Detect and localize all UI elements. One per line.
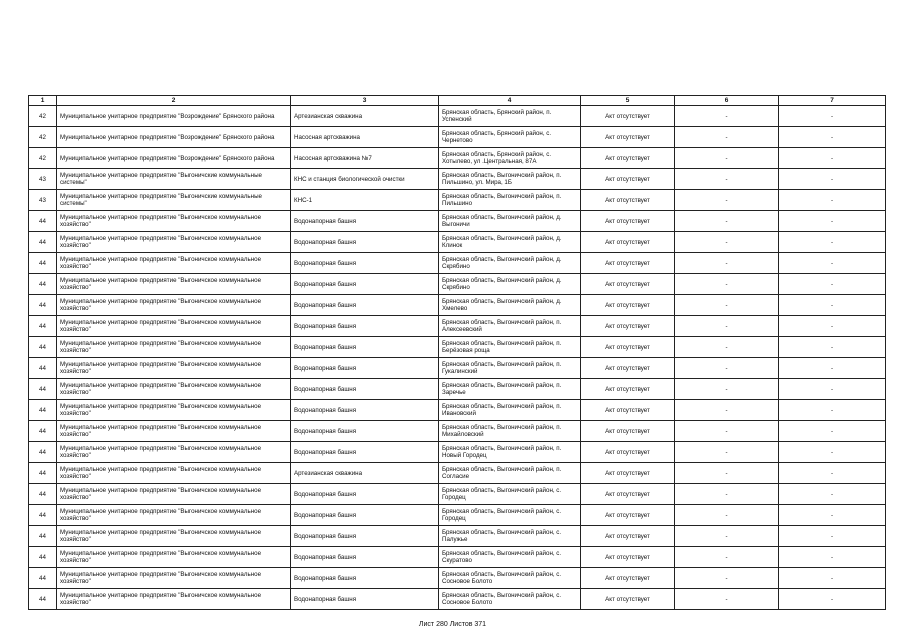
header-col-2: 2 [57,96,291,106]
address-cell: Брянская область, Выгоничский район, с. Городец [439,484,581,505]
address-cell: Брянская область, Выгоничский район, п. Алексеевский [439,316,581,337]
table-row [29,127,886,148]
organization-cell: Муниципальное унитарное предприятие "Выгоничское коммунальное хозяйство" [57,274,291,295]
organization-cell: Муниципальное унитарное предприятие "Выгоничские коммунальные системы" [57,190,291,211]
column-7-cell: - [779,316,886,337]
organization-cell: Муниципальное унитарное предприятие "Выгоничское коммунальное хозяйство" [57,442,291,463]
organization-cell: Муниципальное унитарное предприятие "Выгоничское коммунальное хозяйство" [57,589,291,610]
column-7-cell: - [779,358,886,379]
table-row [29,400,886,421]
table-row [29,190,886,211]
object-type-cell: Насосная артскважина [291,127,439,148]
row-number-cell: 44 [29,379,57,400]
table-row [29,316,886,337]
row-number-cell: 44 [29,232,57,253]
page-footer: Лист 280 Листов 371 [418,621,487,628]
address-cell: Брянская область, Выгоничский район, д. Скрябино [439,253,581,274]
object-type-cell: Водонапорная башня [291,295,439,316]
row-number-cell: 44 [29,316,57,337]
row-number-cell: 44 [29,337,57,358]
column-6-cell: - [675,547,779,568]
act-status-cell: Акт отсутствует [581,190,675,211]
act-status-cell: Акт отсутствует [581,148,675,169]
act-status-cell: Акт отсутствует [581,568,675,589]
act-status-cell: Акт отсутствует [581,484,675,505]
object-type-cell: Водонапорная башня [291,232,439,253]
table-row [29,421,886,442]
row-number-cell: 44 [29,421,57,442]
table-row [29,337,886,358]
column-6-cell: - [675,400,779,421]
row-number-cell: 43 [29,190,57,211]
row-number-cell: 42 [29,127,57,148]
table-row [29,442,886,463]
organization-cell: Муниципальное унитарное предприятие "Выгоничское коммунальное хозяйство" [57,484,291,505]
column-7-cell: - [779,547,886,568]
column-6-cell: - [675,505,779,526]
column-7-cell: - [779,379,886,400]
organization-cell: Муниципальное унитарное предприятие "Выгоничское коммунальное хозяйство" [57,526,291,547]
column-7-cell: - [779,589,886,610]
column-7-cell: - [779,127,886,148]
organization-cell: Муниципальное унитарное предприятие "Выгоничское коммунальное хозяйство" [57,211,291,232]
address-cell: Брянская область, Выгоничский район, п. Заречье [439,379,581,400]
address-cell: Брянская область, Выгоничский район, п. Новый Городец [439,442,581,463]
row-number-cell: 42 [29,106,57,127]
organization-cell: Муниципальное унитарное предприятие "Выгоничское коммунальное хозяйство" [57,358,291,379]
column-7-cell: - [779,169,886,190]
table-row [29,547,886,568]
header-col-5: 5 [581,96,675,106]
column-6-cell: - [675,421,779,442]
column-7-cell: - [779,337,886,358]
column-7-cell: - [779,148,886,169]
organization-cell: Муниципальное унитарное предприятие "Выгоничское коммунальное хозяйство" [57,463,291,484]
object-type-cell: Водонапорная башня [291,568,439,589]
table-row [29,169,886,190]
act-status-cell: Акт отсутствует [581,211,675,232]
row-number-cell: 44 [29,568,57,589]
object-type-cell: Водонапорная башня [291,484,439,505]
object-type-cell: Водонапорная башня [291,421,439,442]
column-7-cell: - [779,295,886,316]
address-cell: Брянская область, Выгоничский район, п. Согласие [439,463,581,484]
organization-cell: Муниципальное унитарное предприятие "Выгоничское коммунальное хозяйство" [57,547,291,568]
column-6-cell: - [675,337,779,358]
column-6-cell: - [675,274,779,295]
table-row [29,253,886,274]
column-6-cell: - [675,106,779,127]
address-cell: Брянская область, Выгоничский район, д. Скрябино [439,274,581,295]
table-row [29,358,886,379]
table-row [29,589,886,610]
row-number-cell: 44 [29,526,57,547]
act-status-cell: Акт отсутствует [581,232,675,253]
column-7-cell: - [779,463,886,484]
column-7-cell: - [779,526,886,547]
object-type-cell: КНС-1 [291,190,439,211]
header-col-1: 1 [29,96,57,106]
object-type-cell: Водонапорная башня [291,316,439,337]
address-cell: Брянская область, Брянский район, с. Чернетово [439,127,581,148]
column-6-cell: - [675,526,779,547]
column-6-cell: - [675,211,779,232]
header-col-4: 4 [439,96,581,106]
table-row [29,295,886,316]
address-cell: Брянская область, Выгоничский район, с. Скуратово [439,547,581,568]
object-type-cell: Водонапорная башня [291,526,439,547]
act-status-cell: Акт отсутствует [581,274,675,295]
column-6-cell: - [675,484,779,505]
column-7-cell: - [779,400,886,421]
table-row [29,526,886,547]
address-cell: Брянская область, Выгоничский район, п. Ивановский [439,400,581,421]
object-type-cell: Артезианская скважина [291,106,439,127]
organization-cell: Муниципальное унитарное предприятие "Возрождение" Брянского района [57,148,291,169]
act-status-cell: Акт отсутствует [581,442,675,463]
table-body [29,106,886,610]
act-status-cell: Акт отсутствует [581,547,675,568]
column-6-cell: - [675,169,779,190]
table-row [29,148,886,169]
column-6-cell: - [675,148,779,169]
column-6-cell: - [675,442,779,463]
column-7-cell: - [779,232,886,253]
object-type-cell: Насосная артскважина №7 [291,148,439,169]
address-cell: Брянская область, Выгоничский район, п. Пильшино, ул. Мира, 1Б [439,169,581,190]
column-6-cell: - [675,127,779,148]
organization-cell: Муниципальное унитарное предприятие "Выгоничское коммунальное хозяйство" [57,379,291,400]
row-number-cell: 44 [29,505,57,526]
row-number-cell: 44 [29,547,57,568]
organization-cell: Муниципальное унитарное предприятие "Возрождение" Брянского района [57,127,291,148]
organization-cell: Муниципальное унитарное предприятие "Выгоничское коммунальное хозяйство" [57,337,291,358]
act-status-cell: Акт отсутствует [581,526,675,547]
act-status-cell: Акт отсутствует [581,316,675,337]
header-col-6: 6 [675,96,779,106]
address-cell: Брянская область, Брянский район, п. Успенский [439,106,581,127]
table-header [29,96,886,106]
registry-table [28,95,886,610]
header-col-7: 7 [779,96,886,106]
address-cell: Брянская область, Выгоничский район, п. Михайловский [439,421,581,442]
row-number-cell: 44 [29,253,57,274]
act-status-cell: Акт отсутствует [581,337,675,358]
table-row [29,484,886,505]
column-6-cell: - [675,568,779,589]
table-row [29,211,886,232]
table-row [29,232,886,253]
object-type-cell: Водонапорная башня [291,589,439,610]
column-6-cell: - [675,589,779,610]
organization-cell: Муниципальное унитарное предприятие "Выгоничское коммунальное хозяйство" [57,316,291,337]
row-number-cell: 44 [29,295,57,316]
column-7-cell: - [779,568,886,589]
column-7-cell: - [779,211,886,232]
act-status-cell: Акт отсутствует [581,400,675,421]
object-type-cell: Артезианская скважина [291,463,439,484]
column-6-cell: - [675,379,779,400]
column-7-cell: - [779,106,886,127]
column-6-cell: - [675,295,779,316]
address-cell: Брянская область, Выгоничский район, с. Сосновое Болото [439,568,581,589]
object-type-cell: Водонапорная башня [291,547,439,568]
address-cell: Брянская область, Выгоничский район, с. Сосновое Болото [439,589,581,610]
object-type-cell: Водонапорная башня [291,337,439,358]
row-number-cell: 42 [29,148,57,169]
organization-cell: Муниципальное унитарное предприятие "Возрождение" Брянского района [57,106,291,127]
organization-cell: Муниципальное унитарное предприятие "Выгоничское коммунальное хозяйство" [57,505,291,526]
address-cell: Брянская область, Выгоничский район, д. Клинок [439,232,581,253]
organization-cell: Муниципальное унитарное предприятие "Выгоничское коммунальное хозяйство" [57,568,291,589]
organization-cell: Муниципальное унитарное предприятие "Выгоничское коммунальное хозяйство" [57,253,291,274]
address-cell: Брянская область, Выгоничский район, д. Выгоничи [439,211,581,232]
row-number-cell: 44 [29,400,57,421]
column-7-cell: - [779,484,886,505]
act-status-cell: Акт отсутствует [581,379,675,400]
organization-cell: Муниципальное унитарное предприятие "Выгоничское коммунальное хозяйство" [57,400,291,421]
address-cell: Брянская область, Выгоничский район, д. Хмелево [439,295,581,316]
address-cell: Брянская область, Выгоничский район, с. Палужье [439,526,581,547]
organization-cell: Муниципальное унитарное предприятие "Выгоничское коммунальное хозяйство" [57,295,291,316]
object-type-cell: Водонапорная башня [291,379,439,400]
column-7-cell: - [779,505,886,526]
row-number-cell: 44 [29,463,57,484]
table-row [29,568,886,589]
organization-cell: Муниципальное унитарное предприятие "Выгоничское коммунальное хозяйство" [57,232,291,253]
column-7-cell: - [779,421,886,442]
column-6-cell: - [675,316,779,337]
address-cell: Брянская область, Выгоничский район, п. Пильшино [439,190,581,211]
object-type-cell: Водонапорная башня [291,442,439,463]
row-number-cell: 44 [29,211,57,232]
row-number-cell: 44 [29,442,57,463]
act-status-cell: Акт отсутствует [581,169,675,190]
address-cell: Брянская область, Выгоничский район, с. Городец [439,505,581,526]
act-status-cell: Акт отсутствует [581,505,675,526]
column-6-cell: - [675,253,779,274]
column-6-cell: - [675,232,779,253]
row-number-cell: 44 [29,484,57,505]
header-row [29,96,886,106]
act-status-cell: Акт отсутствует [581,106,675,127]
table-row [29,379,886,400]
object-type-cell: Водонапорная башня [291,505,439,526]
act-status-cell: Акт отсутствует [581,253,675,274]
column-6-cell: - [675,358,779,379]
column-7-cell: - [779,190,886,211]
object-type-cell: Водонапорная башня [291,358,439,379]
table-row [29,106,886,127]
object-type-cell: КНС и станция биологической очистки [291,169,439,190]
object-type-cell: Водонапорная башня [291,274,439,295]
act-status-cell: Акт отсутствует [581,589,675,610]
table-row [29,274,886,295]
column-6-cell: - [675,463,779,484]
address-cell: Брянская область, Брянский район, с. Хотылево, ул .Центральная, 87А [439,148,581,169]
act-status-cell: Акт отсутствует [581,421,675,442]
column-7-cell: - [779,253,886,274]
table-row [29,505,886,526]
row-number-cell: 44 [29,274,57,295]
table-row [29,463,886,484]
column-7-cell: - [779,274,886,295]
column-6-cell: - [675,190,779,211]
header-col-3: 3 [291,96,439,106]
object-type-cell: Водонапорная башня [291,400,439,421]
act-status-cell: Акт отсутствует [581,127,675,148]
organization-cell: Муниципальное унитарное предприятие "Выгоничские коммунальные системы" [57,169,291,190]
act-status-cell: Акт отсутствует [581,463,675,484]
address-cell: Брянская область, Выгоничский район, п. Берёзовая роща [439,337,581,358]
column-7-cell: - [779,442,886,463]
row-number-cell: 44 [29,589,57,610]
row-number-cell: 43 [29,169,57,190]
act-status-cell: Акт отсутствует [581,295,675,316]
object-type-cell: Водонапорная башня [291,211,439,232]
row-number-cell: 44 [29,358,57,379]
object-type-cell: Водонапорная башня [291,253,439,274]
organization-cell: Муниципальное унитарное предприятие "Выгоничское коммунальное хозяйство" [57,421,291,442]
act-status-cell: Акт отсутствует [581,358,675,379]
address-cell: Брянская область, Выгоничский район, п. Гукалинский [439,358,581,379]
